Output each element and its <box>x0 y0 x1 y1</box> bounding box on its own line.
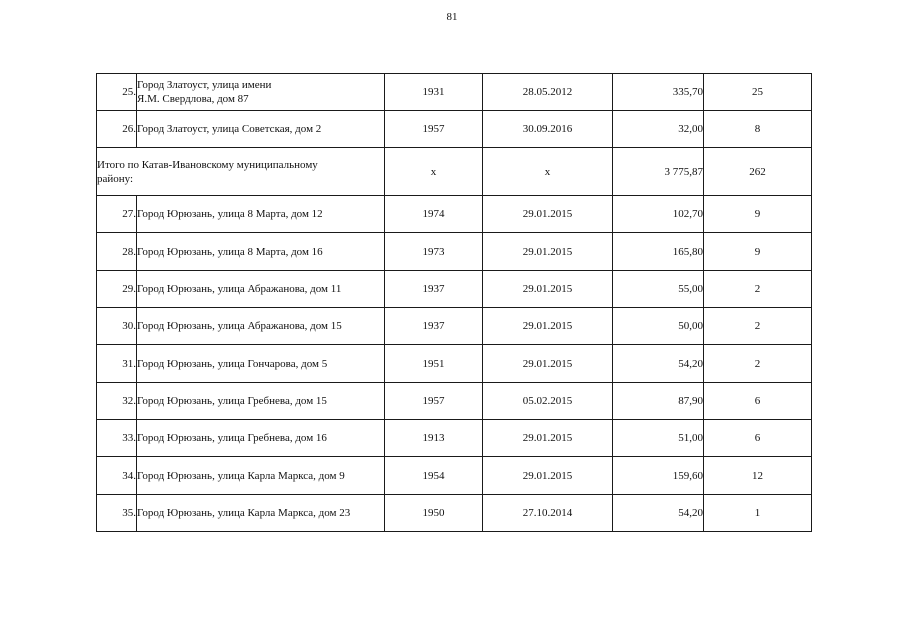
row-count: 1 <box>704 495 812 532</box>
row-date: 29.01.2015 <box>483 308 613 345</box>
row-number: 29. <box>97 271 137 308</box>
row-address: Город Юрюзань, улица Абражанова, дом 15 <box>137 308 385 345</box>
housing-register-table <box>96 73 812 532</box>
row-address: Город Юрюзань, улица Карла Маркса, дом 23 <box>137 495 385 532</box>
subtotal-label-line: району: <box>97 172 134 185</box>
row-address-line: Я.М. Свердлова, дом 87 <box>137 93 249 105</box>
row-count: 12 <box>704 457 812 495</box>
row-area: 51,00 <box>613 420 704 457</box>
row-count: 9 <box>704 196 812 233</box>
row-number: 33. <box>97 420 137 457</box>
table-row <box>97 111 812 148</box>
row-date: 29.01.2015 <box>483 233 613 271</box>
row-address: Город Юрюзань, улица Гребнева, дом 15 <box>137 383 385 420</box>
page-number: 81 <box>446 11 458 23</box>
row-count: 2 <box>704 308 812 345</box>
row-area: 102,70 <box>613 196 704 233</box>
subtotal-row <box>97 148 812 196</box>
row-number: 26. <box>97 111 137 148</box>
row-year: 1954 <box>385 457 483 495</box>
row-number: 28. <box>97 233 137 271</box>
table-row <box>97 74 812 111</box>
row-date: 05.02.2015 <box>483 383 613 420</box>
row-area: 165,80 <box>613 233 704 271</box>
row-date: 30.09.2016 <box>483 111 613 148</box>
row-date: 27.10.2014 <box>483 495 613 532</box>
row-area: 50,00 <box>613 308 704 345</box>
table-row <box>97 420 812 457</box>
row-address: Город Юрюзань, улица Карла Маркса, дом 9 <box>137 457 385 495</box>
subtotal-count: 262 <box>704 148 812 196</box>
row-year: 1974 <box>385 196 483 233</box>
row-number: 30. <box>97 308 137 345</box>
row-address: Город Юрюзань, улица 8 Марта, дом 12 <box>137 196 385 233</box>
row-date: 29.01.2015 <box>483 457 613 495</box>
subtotal-label <box>97 148 385 196</box>
row-year: 1931 <box>385 74 483 111</box>
row-area: 87,90 <box>613 383 704 420</box>
row-number: 31. <box>97 345 137 383</box>
row-number: 35. <box>97 495 137 532</box>
table-row <box>97 383 812 420</box>
row-count: 2 <box>704 345 812 383</box>
row-number: 25. <box>97 74 137 111</box>
row-area: 159,60 <box>613 457 704 495</box>
row-year: 1973 <box>385 233 483 271</box>
row-date: 29.01.2015 <box>483 196 613 233</box>
subtotal-date: x <box>483 148 613 196</box>
row-date: 29.01.2015 <box>483 271 613 308</box>
row-count: 8 <box>704 111 812 148</box>
table-row <box>97 495 812 532</box>
row-number: 32. <box>97 383 137 420</box>
subtotal-area: 3 775,87 <box>613 148 704 196</box>
row-address: Город Юрюзань, улица Абражанова, дом 11 <box>137 271 385 308</box>
row-area: 54,20 <box>613 495 704 532</box>
row-count: 25 <box>704 74 812 111</box>
row-year: 1951 <box>385 345 483 383</box>
subtotal-label-line: Итого по Катав-Ивановскому муниципальному <box>97 158 318 171</box>
row-address <box>137 74 385 111</box>
row-count: 2 <box>704 271 812 308</box>
row-address: Город Юрюзань, улица Гончарова, дом 5 <box>137 345 385 383</box>
row-year: 1957 <box>385 111 483 148</box>
row-year: 1937 <box>385 308 483 345</box>
row-year: 1957 <box>385 383 483 420</box>
subtotal-year: x <box>385 148 483 196</box>
row-number: 27. <box>97 196 137 233</box>
row-count: 6 <box>704 383 812 420</box>
row-date: 29.01.2015 <box>483 345 613 383</box>
row-address: Город Юрюзань, улица Гребнева, дом 16 <box>137 420 385 457</box>
table-row <box>97 233 812 271</box>
table-row <box>97 271 812 308</box>
row-area: 55,00 <box>613 271 704 308</box>
table-row <box>97 457 812 495</box>
row-address-line: Город Златоуст, улица имени <box>137 79 272 91</box>
row-number: 34. <box>97 457 137 495</box>
row-count: 9 <box>704 233 812 271</box>
row-area: 32,00 <box>613 111 704 148</box>
row-address: Город Златоуст, улица Советская, дом 2 <box>137 111 385 148</box>
row-area: 54,20 <box>613 345 704 383</box>
table-row <box>97 308 812 345</box>
table-row <box>97 345 812 383</box>
row-area: 335,70 <box>613 74 704 111</box>
row-address: Город Юрюзань, улица 8 Марта, дом 16 <box>137 233 385 271</box>
row-year: 1937 <box>385 271 483 308</box>
row-year: 1913 <box>385 420 483 457</box>
row-count: 6 <box>704 420 812 457</box>
table-row <box>97 196 812 233</box>
row-year: 1950 <box>385 495 483 532</box>
row-date: 28.05.2012 <box>483 74 613 111</box>
row-date: 29.01.2015 <box>483 420 613 457</box>
